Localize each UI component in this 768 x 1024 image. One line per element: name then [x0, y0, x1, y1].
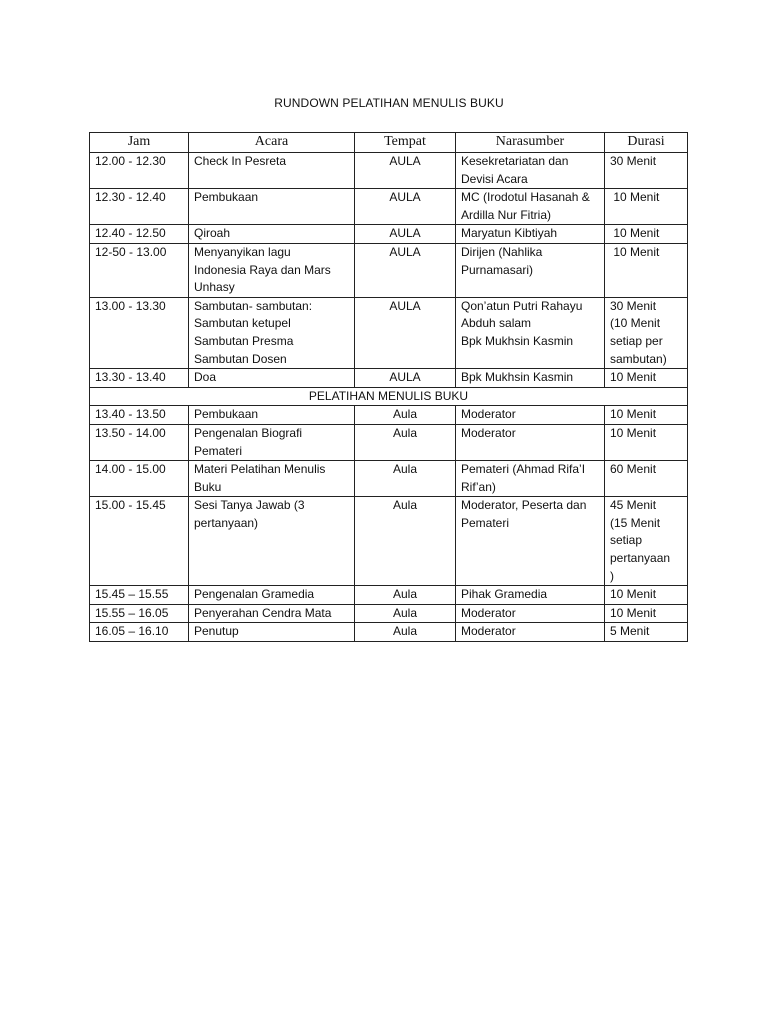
cell-acara: [189, 243, 355, 297]
cell-acara-line: Menyanyikan lagu: [194, 244, 291, 259]
cell-acara-line: Penutup: [194, 624, 239, 639]
cell-narasumber-line: Pemateri: [461, 515, 510, 530]
cell-jam: 15.00 - 15.45: [90, 497, 189, 586]
cell-jam: 15.55 – 16.05: [90, 604, 189, 623]
cell-durasi-line: 10 Menit: [610, 370, 657, 385]
cell-durasi-line: 30 Menit: [610, 298, 657, 313]
table-header-row: [90, 133, 688, 153]
cell-acara: [189, 497, 355, 586]
cell-narasumber: [456, 586, 605, 605]
cell-durasi-line: 10 Menit: [610, 587, 657, 602]
table-row: [90, 586, 688, 605]
cell-durasi: [605, 243, 688, 297]
cell-durasi: [605, 153, 688, 189]
cell-acara-line: Qiroah: [194, 226, 231, 241]
cell-narasumber: [456, 297, 605, 368]
cell-tempat: Aula: [355, 424, 456, 460]
cell-acara-line: Pengenalan Biografi: [194, 425, 303, 440]
cell-durasi-line: (15 Menit: [610, 515, 661, 530]
cell-narasumber-line: Ardilla Nur Fitria): [461, 207, 552, 222]
cell-acara-line: Pengenalan Gramedia: [194, 587, 315, 602]
cell-durasi-line: setiap: [610, 533, 643, 548]
cell-durasi-line: 10 Menit: [610, 190, 660, 205]
cell-acara-line: Doa: [194, 370, 217, 385]
cell-narasumber: [456, 623, 605, 642]
cell-acara: [189, 461, 355, 497]
cell-narasumber: [456, 369, 605, 388]
cell-durasi: [605, 406, 688, 425]
cell-narasumber-line: Bpk Mukhsin Kasmin: [461, 370, 574, 385]
table-row: [90, 243, 688, 297]
table-row: [90, 369, 688, 388]
cell-jam: 15.45 – 15.55: [90, 586, 189, 605]
cell-narasumber: [456, 424, 605, 460]
cell-durasi: [605, 586, 688, 605]
cell-durasi: [605, 225, 688, 244]
header-jam: Jam: [90, 133, 189, 153]
cell-acara: [189, 297, 355, 368]
cell-narasumber-line: Kesekretariatan dan: [461, 154, 569, 168]
cell-narasumber: [456, 189, 605, 225]
cell-acara: [189, 623, 355, 642]
cell-jam: 16.05 – 16.10: [90, 623, 189, 642]
rundown-table: [89, 132, 688, 642]
cell-acara-line: Sambutan Presma: [194, 333, 294, 348]
cell-narasumber-line: Pihak Gramedia: [461, 587, 548, 602]
cell-jam: 12.30 - 12.40: [90, 189, 189, 225]
cell-durasi-line: 10 Menit: [610, 425, 657, 440]
cell-durasi-line: (10 Menit: [610, 316, 661, 331]
cell-acara-line: Buku: [194, 479, 222, 494]
header-durasi: Durasi: [605, 133, 688, 153]
cell-narasumber: [456, 406, 605, 425]
cell-narasumber-line: MC (Irodotul Hasanah &: [461, 190, 590, 205]
cell-acara-line: Pemateri: [194, 443, 243, 458]
cell-tempat: AULA: [355, 297, 456, 368]
cell-durasi-line: 30 Menit: [610, 154, 657, 168]
cell-durasi-line: setiap per: [610, 333, 663, 348]
cell-durasi-line: ): [610, 568, 614, 583]
cell-acara-line: Check In Pesreta: [194, 154, 287, 168]
cell-durasi-line: 5 Menit: [610, 624, 650, 639]
table-row: [90, 189, 688, 225]
cell-jam: 12.40 - 12.50: [90, 225, 189, 244]
cell-narasumber-line: Devisi Acara: [461, 171, 528, 186]
cell-jam: 13.50 - 14.00: [90, 424, 189, 460]
cell-acara-line: Pembukaan: [194, 190, 259, 205]
table-row: [90, 461, 688, 497]
cell-acara-line: Sambutan ketupel: [194, 316, 291, 331]
cell-narasumber-line: Moderator: [461, 624, 516, 639]
section-row: [90, 387, 688, 406]
cell-narasumber: [456, 604, 605, 623]
cell-acara: [189, 424, 355, 460]
cell-jam: 14.00 - 15.00: [90, 461, 189, 497]
cell-tempat: Aula: [355, 406, 456, 425]
cell-acara-line: Sambutan- sambutan:: [194, 298, 313, 313]
cell-durasi: [605, 189, 688, 225]
cell-durasi: [605, 604, 688, 623]
cell-acara: [189, 189, 355, 225]
cell-acara: [189, 225, 355, 244]
cell-jam: 13.30 - 13.40: [90, 369, 189, 388]
cell-jam: 12-50 - 13.00: [90, 243, 189, 297]
cell-narasumber-line: Bpk Mukhsin Kasmin: [461, 333, 574, 348]
cell-narasumber: [456, 153, 605, 189]
cell-tempat: AULA: [355, 225, 456, 244]
header-tempat: Tempat: [355, 133, 456, 153]
cell-durasi-line: 10 Menit: [610, 244, 660, 259]
table-row: [90, 153, 688, 189]
cell-durasi-line: sambutan): [610, 351, 667, 366]
cell-narasumber-line: Moderator, Peserta dan: [461, 498, 587, 513]
table-body-opening: [90, 153, 688, 388]
cell-durasi: [605, 424, 688, 460]
cell-acara-line: Pembukaan: [194, 407, 259, 422]
cell-durasi: [605, 297, 688, 368]
cell-acara-line: Sambutan Dosen: [194, 351, 287, 366]
cell-tempat: AULA: [355, 189, 456, 225]
cell-durasi-line: 10 Menit: [610, 407, 657, 422]
header-acara: Acara: [189, 133, 355, 153]
cell-narasumber-line: Pemateri (Ahmad Rifa’I: [461, 462, 586, 477]
cell-acara-line: pertanyaan): [194, 515, 259, 530]
cell-durasi-line: 60 Menit: [610, 462, 657, 477]
cell-durasi: [605, 623, 688, 642]
table-row: [90, 424, 688, 460]
cell-narasumber-line: Rif’an): [461, 479, 496, 494]
cell-narasumber-line: Purnamasari): [461, 262, 534, 277]
cell-narasumber-line: Dirijen (Nahlika: [461, 244, 543, 259]
cell-narasumber: [456, 497, 605, 586]
header-narasumber: Narasumber: [456, 133, 605, 153]
cell-tempat: AULA: [355, 243, 456, 297]
table-row: [90, 604, 688, 623]
cell-jam: 13.00 - 13.30: [90, 297, 189, 368]
cell-tempat: AULA: [355, 153, 456, 189]
cell-narasumber: [456, 225, 605, 244]
cell-narasumber-line: Moderator: [461, 605, 516, 620]
cell-durasi: [605, 497, 688, 586]
cell-acara: [189, 406, 355, 425]
cell-narasumber-line: Abduh salam: [461, 316, 532, 331]
cell-acara-line: Penyerahan Cendra Mata: [194, 605, 332, 620]
cell-acara: [189, 586, 355, 605]
cell-narasumber-line: Moderator: [461, 425, 516, 440]
cell-durasi: [605, 461, 688, 497]
table-row: [90, 406, 688, 425]
table-row: [90, 623, 688, 642]
cell-durasi-line: 10 Menit: [610, 605, 657, 620]
cell-tempat: Aula: [355, 604, 456, 623]
cell-jam: 13.40 - 13.50: [90, 406, 189, 425]
table-body-training: [90, 406, 688, 642]
cell-tempat: AULA: [355, 369, 456, 388]
table-row: [90, 225, 688, 244]
table-body-section: [90, 387, 688, 406]
cell-acara-line: Indonesia Raya dan Mars: [194, 262, 331, 277]
cell-narasumber-line: Qon’atun Putri Rahayu: [461, 298, 583, 313]
cell-tempat: Aula: [355, 623, 456, 642]
cell-narasumber-line: Moderator: [461, 407, 516, 422]
cell-durasi-line: 10 Menit: [610, 226, 660, 241]
cell-tempat: Aula: [355, 497, 456, 586]
cell-narasumber: [456, 243, 605, 297]
cell-durasi-line: 45 Menit: [610, 498, 657, 513]
document-title: RUNDOWN PELATIHAN MENULIS BUKU: [274, 96, 504, 110]
cell-durasi: [605, 369, 688, 388]
cell-acara-line: Unhasy: [194, 280, 235, 295]
cell-acara-line: Sesi Tanya Jawab (3: [194, 498, 305, 513]
cell-acara: [189, 604, 355, 623]
cell-acara: [189, 369, 355, 388]
table-row: [90, 497, 688, 586]
cell-acara-line: Materi Pelatihan Menulis: [194, 462, 326, 477]
cell-narasumber-line: Maryatun Kibtiyah: [461, 226, 558, 241]
cell-tempat: Aula: [355, 586, 456, 605]
cell-jam: 12.00 - 12.30: [90, 153, 189, 189]
cell-acara: [189, 153, 355, 189]
section-title: PELATIHAN MENULIS BUKU: [90, 387, 688, 406]
cell-durasi-line: pertanyaan: [610, 551, 671, 566]
table-row: [90, 297, 688, 368]
cell-narasumber: [456, 461, 605, 497]
cell-tempat: Aula: [355, 461, 456, 497]
